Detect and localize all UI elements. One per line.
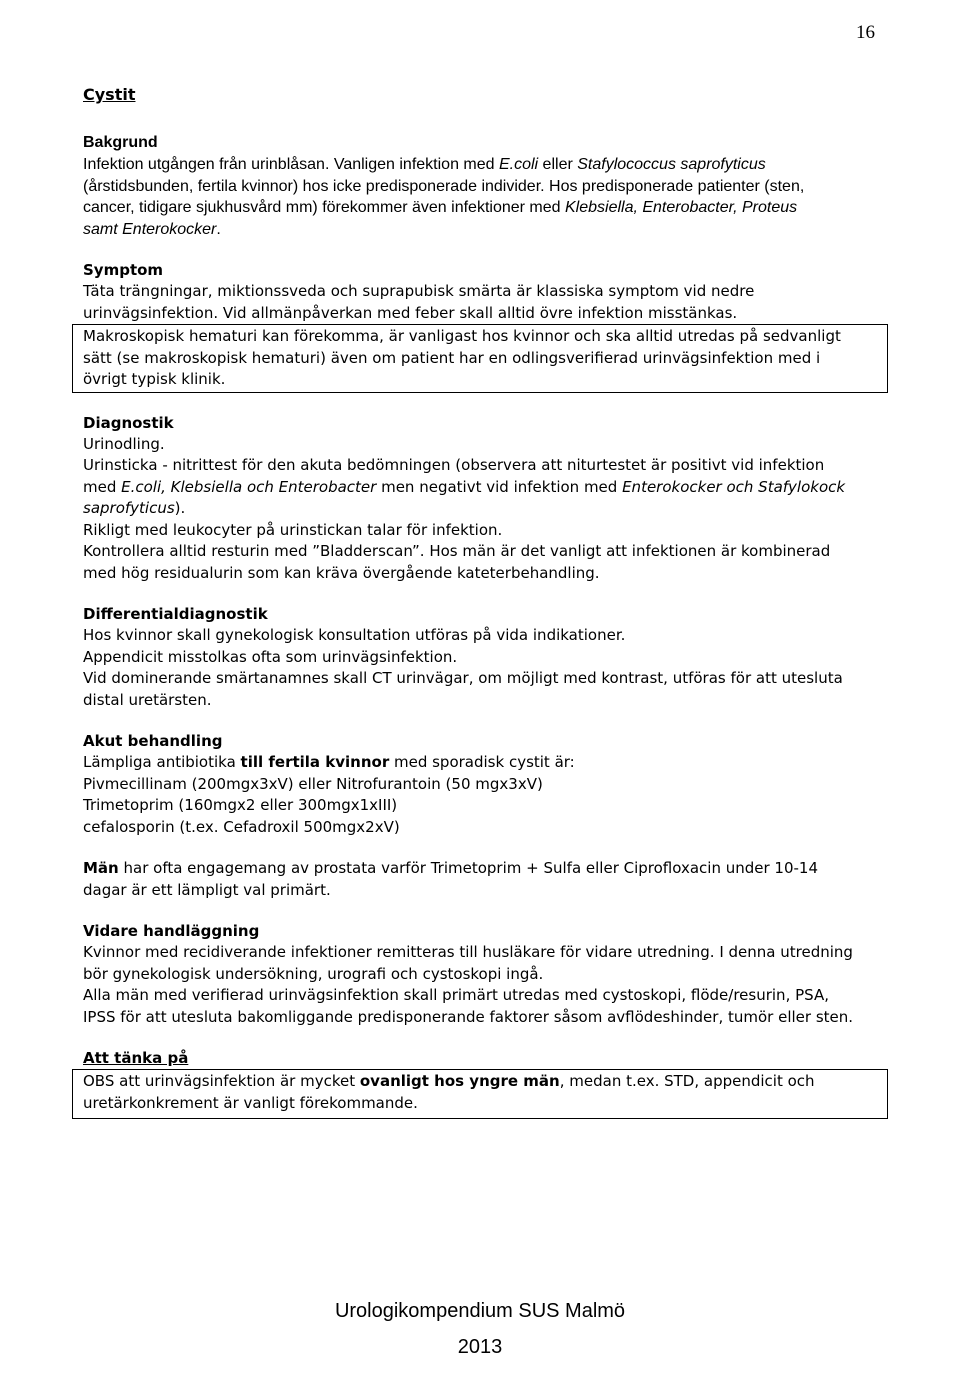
akut-line-1 — [83, 752, 883, 774]
text: ). — [174, 499, 186, 517]
vidare-line-2: bör gynekologisk undersökning, urografi och cystoskopi ingå. — [83, 964, 544, 983]
section-symptom — [83, 260, 883, 393]
tanka-line-1 — [83, 1071, 877, 1093]
diff-line-2: Appendicit misstolkas ofta som urinvägsinfektion. — [83, 647, 458, 666]
diagnostik-line-1: Urinodling. — [83, 434, 165, 453]
text: men negativt vid infektion med — [376, 477, 623, 496]
section-vidare-handlaggning — [83, 921, 883, 1028]
akut-line-2: Pivmecillinam (200mgx3xV) eller Nitrofurantoin (50 mgx3xV) — [83, 774, 543, 793]
heading-symptom: Symptom — [83, 261, 164, 279]
vidare-line-3: Alla män med verifierad urinvägsinfektion skall primärt utredas med cystoskopi, flöde/resurin, PSA, — [83, 986, 829, 1004]
box-line-3: övrigt typisk klinik. — [83, 370, 226, 388]
heading-akut-behandling: Akut behandling — [83, 732, 223, 750]
page-title: Cystit — [83, 85, 136, 104]
text-bold: till fertila kvinnor — [240, 753, 390, 771]
text: Infektion utgången från urinblåsan. Vanligen infektion med — [83, 156, 499, 173]
heading-att-tanka-pa: Att tänka på — [83, 1049, 189, 1067]
text-italic: E.coli — [498, 156, 539, 173]
text: eller — [538, 156, 578, 173]
section-diagnostik — [83, 413, 883, 585]
diagnostik-line-4 — [83, 498, 883, 520]
page-number: 16 — [856, 22, 875, 43]
text-italic: Enterokocker och Stafylokock — [622, 477, 846, 496]
heading-vidare-handlaggning: Vidare handläggning — [83, 922, 260, 940]
bakgrund-line-1 — [83, 154, 883, 176]
text: har ofta engagemang av prostata varför Trimetoprim + Sulfa eller Ciprofloxacin under 10-14 — [118, 859, 819, 877]
diagnostik-line-7: med hög residualurin som kan kräva övergående kateterbehandling. — [83, 563, 600, 582]
text: cancer, tidigare sjukhusvård mm) förekommer även infektioner med — [83, 199, 565, 216]
bakgrund-line-3 — [83, 197, 883, 219]
vidare-line-1: Kvinnor med recidiverande infektioner remitteras till husläkare för vidare utredning. I denna utredning — [83, 943, 853, 961]
section-akut-behandling — [83, 731, 883, 901]
text: Lämpliga antibiotika — [83, 753, 241, 771]
diff-line-1: Hos kvinnor skall gynekologisk konsultation utföras på vida indikationer. — [83, 626, 626, 644]
diff-line-4: distal uretärsten. — [83, 690, 212, 709]
text: med — [83, 477, 122, 496]
diagnostik-line-5: Rikligt med leukocyter på urinstickan talar för infektion. — [83, 520, 503, 539]
section-att-tanka-pa — [83, 1048, 883, 1119]
section-bakgrund — [83, 132, 883, 240]
akut-man-line-1 — [83, 858, 883, 880]
footer-title: Urologikompendium SUS Malmö — [334, 1300, 626, 1322]
symptom-line-2: urinvägsinfektion. Vid allmänpåverkan med feber skall alltid övre infektion misstänkas. — [83, 303, 738, 322]
diagnostik-line-6: Kontrollera alltid resturin med ”Bladderscan”. Hos män är det vanligt att infektionen är kombinerad — [83, 542, 831, 560]
text-italic: saprofyticus — [83, 499, 175, 517]
hematuri-note-box — [72, 324, 888, 393]
heading-diagnostik: Diagnostik — [83, 413, 174, 432]
obs-note-box — [72, 1069, 888, 1119]
text-italic: Stafylococcus saprofyticus — [577, 156, 766, 173]
diff-line-3: Vid dominerande smärtanamnes skall CT urinvägar, om möjligt med kontrast, utföras för att utesluta — [83, 669, 843, 687]
text-italic: E.coli, Klebsiella och Enterobacter — [121, 477, 377, 496]
text-italic: samt Enterokocker — [83, 220, 217, 238]
symptom-line-1: Täta trängningar, miktionssveda och suprapubisk smärta är klassiska symptom vid nedre — [83, 282, 755, 300]
tanka-line-2: uretärkonkrement är vanligt förekommande. — [83, 1093, 418, 1112]
text: OBS att urinvägsinfektion är mycket — [83, 1072, 360, 1090]
text-bold: Män — [83, 859, 119, 877]
footer-year: 2013 — [457, 1336, 503, 1358]
diagnostik-line-3 — [83, 477, 883, 499]
text-italic: Klebsiella, Enterobacter, Proteus — [564, 199, 798, 216]
bakgrund-line-2: (årstidsbunden, fertila kvinnor) hos icke predisponerade individer. Hos predisponerade patienter (sten, — [83, 177, 805, 195]
text-bold: ovanligt hos yngre män — [359, 1072, 560, 1090]
akut-line-4: cefalosporin (t.ex. Cefadroxil 500mgx2xV) — [83, 817, 400, 836]
bakgrund-line-4 — [83, 219, 883, 241]
vidare-line-4: IPSS för att utesluta bakomliggande predisponerande faktorer såsom avflödeshinder, tumör eller sten. — [83, 1007, 854, 1026]
akut-man-line-2: dagar är ett lämpligt val primärt. — [83, 880, 331, 899]
section-differentialdiagnostik — [83, 604, 883, 711]
document-body — [83, 84, 883, 1119]
box-line-2: sätt (se makroskopisk hematuri) även om patient har en odlingsverifierad urinvägsinfektion med i — [83, 348, 821, 367]
text: , medan t.ex. STD, appendicit och — [559, 1072, 815, 1090]
box-line-1: Makroskopisk hematuri kan förekomma, är vanligast hos kvinnor och ska alltid utredas på sedvanligt — [83, 327, 841, 345]
text: . — [216, 220, 221, 238]
akut-line-3: Trimetoprim (160mgx2 eller 300mgx1xIII) — [83, 796, 398, 814]
heading-differentialdiagnostik: Differentialdiagnostik — [83, 605, 268, 623]
text: med sporadisk cystit är: — [389, 753, 575, 771]
heading-bakgrund: Bakgrund — [83, 134, 158, 151]
diagnostik-line-2: Urinsticka - nitrittest för den akuta bedömningen (observera att niturtestet är positivt vid infektion — [83, 456, 825, 474]
